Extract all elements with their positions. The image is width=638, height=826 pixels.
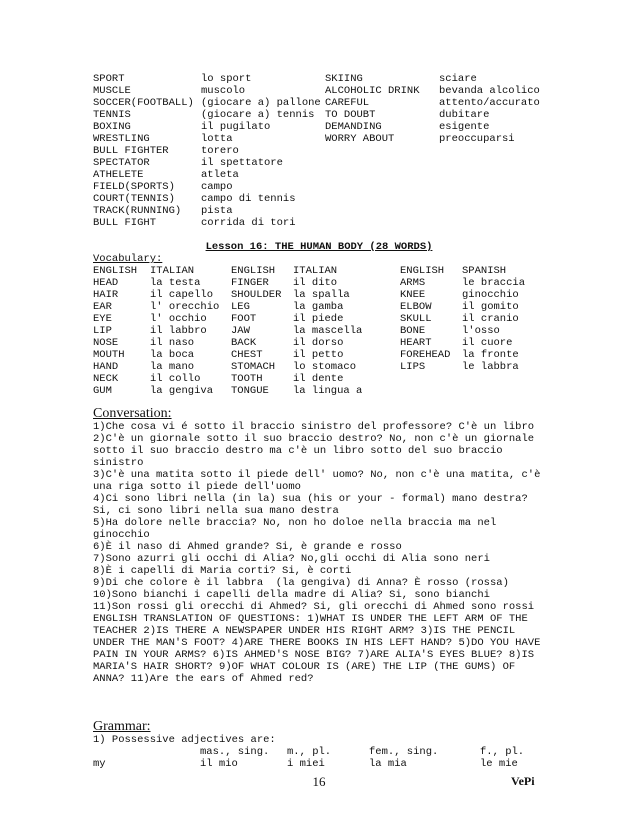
vocab-cell: KNEE xyxy=(400,289,426,301)
vocab-cell: ENGLISH xyxy=(231,265,276,277)
conversation-line: 6)È il naso di Ahmed grande? Si, è grande e rosso xyxy=(93,541,402,553)
vocab-cell: la mascella xyxy=(293,325,363,337)
vocab-cell: atleta xyxy=(201,169,239,181)
vocab-cell: BULL FIGHT xyxy=(93,217,157,229)
vocab-cell: MUSCLE xyxy=(93,85,131,97)
grammar-cell: i miei xyxy=(287,758,325,770)
vocab-cell: LIP xyxy=(93,325,112,337)
vocab-cell: il spettatore xyxy=(201,157,283,169)
vocab-cell: l' occhio xyxy=(150,313,207,325)
vocab-cell: JAW xyxy=(231,325,250,337)
conversation-text xyxy=(93,421,540,685)
vocab-cell: ALCOHOLIC DRINK xyxy=(325,85,420,97)
footer-brand: VePi xyxy=(511,774,535,788)
vocab-cell: HEART xyxy=(400,337,432,349)
vocab-cell: NOSE xyxy=(93,337,119,349)
vocab-cell: BACK xyxy=(231,337,257,349)
vocab-cell: ENGLISH xyxy=(400,265,445,277)
vocab-cell: SKULL xyxy=(400,313,432,325)
vocab-cell: il dorso xyxy=(293,337,344,349)
vocab-cell: la boca xyxy=(150,349,195,361)
vocab-cell: STOMACH xyxy=(231,361,276,373)
vocab-cell: torero xyxy=(201,145,239,157)
conversation-line: 7)Sono azurri gli occhi di Alia? No,gli occhi di Alia sono neri xyxy=(93,553,490,565)
vocab-cell: la lingua a xyxy=(293,385,363,397)
vocab-cell: il naso xyxy=(150,337,195,349)
grammar-heading: Grammar: xyxy=(93,719,151,734)
vocab-cell: FOREHEAD xyxy=(400,349,451,361)
conversation-line: 5)Ha dolore nelle braccia? No, non ho doloe nella braccia ma nel xyxy=(93,517,497,529)
vocab-cell: COURT(TENNIS) xyxy=(93,193,175,205)
vocab-cell: TENNIS xyxy=(93,109,131,121)
vocab-cell: BOXING xyxy=(93,121,131,133)
vocab-cell: SPECTATOR xyxy=(93,157,150,169)
vocab-cell: BONE xyxy=(400,325,426,337)
vocab-cell: lo stomaco xyxy=(293,361,357,373)
vocab-cell: FOOT xyxy=(231,313,257,325)
vocab-cell: ginocchio xyxy=(462,289,519,301)
vocab-cell: HEAD xyxy=(93,277,119,289)
vocab-cell: NECK xyxy=(93,373,119,385)
vocab-cell: attento/accurato xyxy=(439,97,540,109)
vocab-cell: il dito xyxy=(293,277,338,289)
vocab-cell: WRESTLING xyxy=(93,133,150,145)
vocab-cell: (giocare a) pallone xyxy=(201,97,321,109)
conversation-line: ginocchio xyxy=(93,529,150,541)
vocab-cell: lotta xyxy=(201,133,233,145)
vocab-cell: le braccia xyxy=(462,277,526,289)
conversation-line: sinistro xyxy=(93,457,144,469)
page-number: 16 xyxy=(312,774,326,789)
vocab-cell: ELBOW xyxy=(400,301,432,313)
conversation-line: TEACHER 2)IS THERE A NEWSPAPER UNDER HIS RIGHT ARM? 3)IS THE PENCIL xyxy=(93,625,516,637)
vocab-cell: il collo xyxy=(150,373,201,385)
conversation-line: MARIA'S HAIR SHORT? 9)OF WHAT COLOUR IS (ARE) THE LIP (THE GUMS) OF xyxy=(93,661,516,673)
conversation-line: sotto il suo braccio destro ma c'è un libro sotto del suo braccio xyxy=(93,445,503,457)
grammar-cell: le mie xyxy=(480,758,518,770)
grammar-cell: mas., sing. xyxy=(200,746,270,758)
conversation-line: Si, ci sono libri nella sua mano destra xyxy=(93,505,339,517)
vocab-cell: esigente xyxy=(439,121,490,133)
vocab-cell: SPANISH xyxy=(462,265,507,277)
conversation-line: una riga sotto il piede dell'uomo xyxy=(93,481,301,493)
vocab-cell: il gomito xyxy=(462,301,519,313)
vocab-cell: le labbra xyxy=(462,361,519,373)
vocab-cell: CAREFUL xyxy=(325,97,370,109)
vocab-cell: bevanda alcolico xyxy=(439,85,540,97)
vocab-cell: GUM xyxy=(93,385,112,397)
vocab-cell: TONGUE xyxy=(231,385,269,397)
vocab-cell: il petto xyxy=(293,349,344,361)
vocab-cell: campo xyxy=(201,181,233,193)
vocab-cell: la gamba xyxy=(293,301,344,313)
conversation-line: UNDER THE MAN'S FOOT? 4)ARE THERE BOOKS IN HIS LEFT HAND? 5)DO YOU HAVE xyxy=(93,637,541,649)
conversation-line: 3)C'è una matita sotto il piede dell' uomo? No, non c'è una matita, c'è xyxy=(93,469,541,481)
vocab-cell: LEG xyxy=(231,301,250,313)
conversation-line: 11)Son rossi gli orecchi di Ahmed? Si, gli orecchi di Ahmed sono rossi xyxy=(93,601,535,613)
conversation-line: 2)C'è un giornale sotto il suo braccio destro? No, non c'è un giornale xyxy=(93,433,535,445)
vocab-cell: ENGLISH xyxy=(93,265,138,277)
grammar-cell: my xyxy=(93,758,106,770)
conversation-line: ENGLISH TRANSLATION OF QUESTIONS: 1)WHAT IS UNDER THE LEFT ARM OF THE xyxy=(93,613,528,625)
vocab-cell: il cranio xyxy=(462,313,519,325)
vocab-cell: BULL FIGHTER xyxy=(93,145,169,157)
conversation-line: PAIN IN YOUR ARMS? 6)IS AHMED'S NOSE BIG? 7)ARE ALIA'S EYES BLUE? 8)IS xyxy=(93,649,535,661)
vocab-cell: (giocare a) tennis xyxy=(201,109,315,121)
vocab-cell: sciare xyxy=(439,73,477,85)
grammar-intro: 1) Possessive adjectives are: xyxy=(93,734,276,746)
vocab-cell: lo sport xyxy=(201,73,252,85)
vocab-cell: TRACK(RUNNING) xyxy=(93,205,182,217)
vocab-cell: l'osso xyxy=(462,325,500,337)
grammar-cell: la mia xyxy=(369,758,407,770)
vocab-cell: ITALIAN xyxy=(150,265,195,277)
vocab-cell: corrida di tori xyxy=(201,217,296,229)
conversation-line: 10)Sono bianchi i capelli della madre di Alia? Si, sono bianchi xyxy=(93,589,490,601)
vocab-cell: campo di tennis xyxy=(201,193,296,205)
vocab-cell: WORRY ABOUT xyxy=(325,133,395,145)
vocab-cell: ATHELETE xyxy=(93,169,144,181)
vocab-cell: il capello xyxy=(150,289,214,301)
vocab-cell: CHEST xyxy=(231,349,263,361)
lesson-title: Lesson 16: THE HUMAN BODY (28 WORDS) xyxy=(205,241,433,253)
vocab-cell: TOOTH xyxy=(231,373,263,385)
vocab-cell: la gengiva xyxy=(150,385,214,397)
vocab-cell: FINGER xyxy=(231,277,269,289)
vocab-cell: muscolo xyxy=(201,85,246,97)
vocab-cell: TO DOUBT xyxy=(325,109,376,121)
vocab-cell: il pugilato xyxy=(201,121,271,133)
conversation-line: 1)Che cosa vi é sotto il braccio sinistro del professore? C'è un libro xyxy=(93,421,535,433)
vocab-cell: il dente xyxy=(293,373,344,385)
conversation-heading: Conversation: xyxy=(93,406,172,421)
vocab-cell: la fronte xyxy=(462,349,519,361)
vocab-cell: la mano xyxy=(150,361,195,373)
vocab-cell: l' orecchio xyxy=(150,301,220,313)
vocab-cell: ITALIAN xyxy=(293,265,338,277)
vocab-cell: HAIR xyxy=(93,289,119,301)
vocab-cell: HAND xyxy=(93,361,119,373)
vocab-cell: SHOULDER xyxy=(231,289,282,301)
vocab-cell: il piede xyxy=(293,313,344,325)
vocab-cell: pista xyxy=(201,205,233,217)
grammar-cell: fem., sing. xyxy=(369,746,439,758)
vocab-cell: la spalla xyxy=(293,289,350,301)
vocab-cell: il cuore xyxy=(462,337,513,349)
conversation-line: ANNA? 11)Are the ears of Ahmed red? xyxy=(93,673,314,685)
grammar-cell: il mio xyxy=(200,758,238,770)
vocab-cell: SKIING xyxy=(325,73,363,85)
vocab-cell: EYE xyxy=(93,313,112,325)
conversation-line: 9)Di che colore è il labbra (la gengiva) di Anna? È rosso (rossa) xyxy=(93,577,509,589)
vocab-cell: SPORT xyxy=(93,73,125,85)
vocab-cell: dubitare xyxy=(439,109,490,121)
grammar-cell: m., pl. xyxy=(287,746,332,758)
vocab-cell: EAR xyxy=(93,301,112,313)
vocab-cell: la testa xyxy=(150,277,201,289)
vocab-cell: ARMS xyxy=(400,277,426,289)
vocab-cell: il labbro xyxy=(150,325,207,337)
vocab-cell: preoccuparsi xyxy=(439,133,515,145)
grammar-cell: f., pl. xyxy=(480,746,525,758)
vocab-cell: LIPS xyxy=(400,361,426,373)
vocab-cell: SOCCER(FOOTBALL) xyxy=(93,97,194,109)
vocabulary-label: Vocabulary: xyxy=(93,253,163,265)
vocab-cell: FIELD(SPORTS) xyxy=(93,181,175,193)
vocab-cell: MOUTH xyxy=(93,349,125,361)
conversation-line: 4)Ci sono libri nella (in la) sua (his or your - formal) mano destra? xyxy=(93,493,528,505)
conversation-line: 8)È i capelli di Maria corti? Si, è corti xyxy=(93,565,352,577)
vocab-cell: DEMANDING xyxy=(325,121,382,133)
